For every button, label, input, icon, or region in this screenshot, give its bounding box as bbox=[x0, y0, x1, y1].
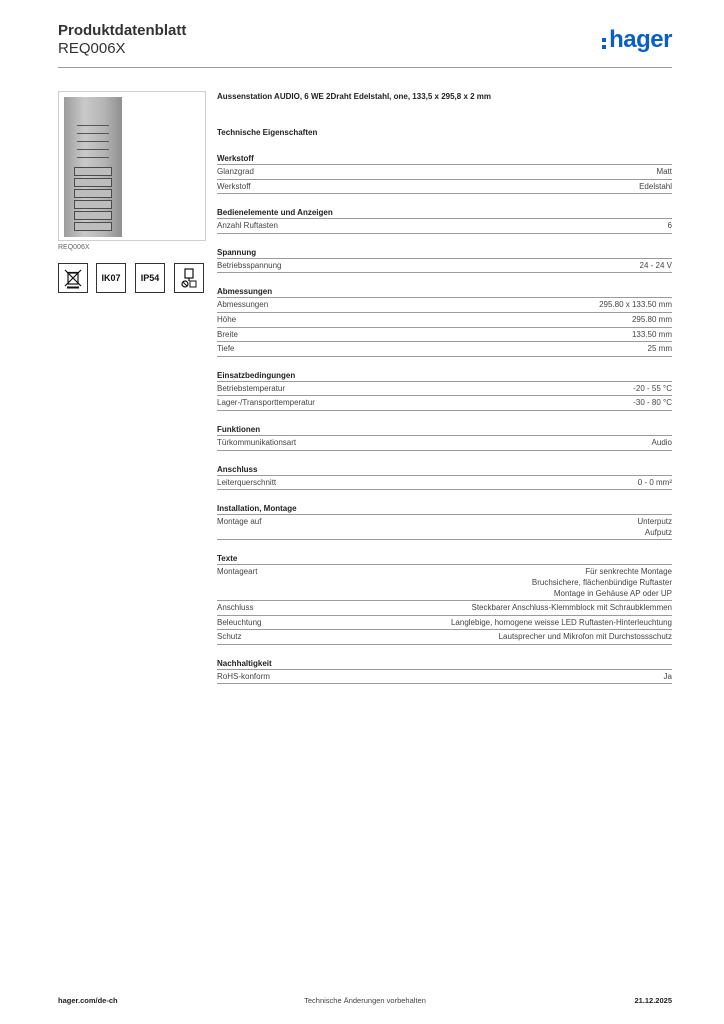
property-value bbox=[632, 315, 672, 326]
property-value-line: Für senkrechte Montage bbox=[585, 567, 672, 577]
property-row bbox=[217, 475, 672, 491]
property-label: Montageart bbox=[217, 567, 258, 577]
property-value bbox=[640, 261, 672, 272]
property-value bbox=[639, 182, 672, 193]
property-section bbox=[217, 504, 672, 540]
property-value bbox=[652, 438, 672, 449]
installation-icon bbox=[174, 263, 204, 293]
section-title: Funktionen bbox=[217, 424, 261, 434]
property-section bbox=[217, 248, 672, 274]
property-value bbox=[648, 344, 672, 355]
property-label: Werkstoff bbox=[217, 181, 251, 191]
property-label: Beleuchtung bbox=[217, 617, 262, 627]
logo-text: hager bbox=[609, 26, 672, 53]
property-row bbox=[217, 327, 672, 342]
property-label: Schutz bbox=[217, 632, 242, 642]
logo-dots-icon bbox=[602, 38, 606, 49]
property-section bbox=[217, 208, 672, 234]
document-title: Produktdatenblatt bbox=[58, 22, 187, 39]
section-title: Abmessungen bbox=[217, 287, 273, 297]
property-label: Glanzgrad bbox=[217, 167, 254, 176]
ip-rating-badge: IP54 bbox=[135, 263, 165, 293]
property-section bbox=[217, 154, 672, 194]
property-row bbox=[217, 312, 672, 327]
property-section bbox=[217, 465, 672, 491]
property-value-line: 24 - 24 V bbox=[639, 260, 672, 270]
properties-sections bbox=[217, 154, 672, 684]
footer-disclaimer: Technische Änderungen vorbehalten bbox=[304, 996, 426, 1005]
property-value bbox=[668, 221, 672, 232]
section-title: Texte bbox=[217, 554, 238, 564]
property-label: Montage auf bbox=[217, 517, 262, 527]
page-header bbox=[58, 22, 672, 68]
property-value bbox=[664, 672, 672, 683]
hager-logo bbox=[602, 26, 672, 54]
property-value-line: Edelstahl bbox=[639, 181, 672, 191]
property-value-line: Montage in Gehäuse AP oder UP bbox=[553, 588, 672, 598]
product-image bbox=[58, 91, 206, 241]
property-row bbox=[217, 615, 672, 630]
property-row bbox=[217, 629, 672, 645]
property-label: Anschluss bbox=[217, 603, 254, 613]
property-label: RoHS-konform bbox=[217, 671, 270, 681]
property-value-line: Bruchsichere, flächenbündige Ruftaster bbox=[531, 577, 672, 587]
ik-rating-badge: IK07 bbox=[96, 263, 126, 293]
property-row bbox=[217, 564, 672, 600]
property-value-line: 0 - 0 mm² bbox=[637, 477, 672, 487]
property-label: Türkommunikationsart bbox=[217, 437, 297, 447]
property-value-line: 25 mm bbox=[647, 344, 672, 354]
property-value-line: 133.50 mm bbox=[631, 329, 672, 339]
section-title: Einsatzbedingungen bbox=[217, 370, 296, 380]
property-row bbox=[217, 669, 672, 685]
property-label: Anzahl Ruftasten bbox=[217, 221, 278, 231]
property-value bbox=[451, 618, 672, 629]
property-section bbox=[217, 659, 672, 685]
property-section bbox=[217, 287, 672, 356]
property-value-line: 6 bbox=[667, 221, 672, 231]
property-section bbox=[217, 371, 672, 411]
property-value bbox=[633, 398, 672, 409]
property-label: Abmessungen bbox=[217, 300, 269, 310]
property-section bbox=[217, 425, 672, 451]
crossed-bin-icon bbox=[58, 263, 88, 293]
product-image-caption: REQ006X bbox=[58, 244, 90, 251]
property-value-line: -20 - 55 °C bbox=[633, 383, 672, 393]
property-value bbox=[638, 478, 672, 489]
property-value-line: Audio bbox=[651, 437, 672, 447]
section-title: Bedienelemente und Anzeigen bbox=[217, 208, 333, 218]
property-label: Betriebstemperatur bbox=[217, 383, 286, 393]
property-label: Betriebsspannung bbox=[217, 260, 282, 270]
property-row bbox=[217, 297, 672, 312]
property-row bbox=[217, 341, 672, 357]
property-value-line: 295.80 x 133.50 mm bbox=[599, 300, 672, 310]
property-value bbox=[637, 517, 672, 538]
property-row bbox=[217, 218, 672, 234]
property-value-line: Steckbarer Anschluss-Klemmblock mit Schraubklemmen bbox=[471, 603, 672, 613]
property-value-line: Aufputz bbox=[644, 527, 672, 537]
property-section bbox=[217, 554, 672, 645]
section-title: Spannung bbox=[217, 247, 257, 257]
property-row bbox=[217, 179, 672, 195]
property-value bbox=[599, 300, 672, 311]
property-value-line: Lautsprecher und Mikrofon mit Durchstossschutz bbox=[498, 632, 672, 642]
property-row bbox=[217, 600, 672, 615]
property-value-line: Unterputz bbox=[637, 517, 672, 527]
property-value bbox=[656, 167, 672, 178]
product-details bbox=[217, 92, 672, 684]
property-value-line: 295.80 mm bbox=[631, 314, 672, 324]
property-row bbox=[217, 435, 672, 451]
property-value-line: Langlebige, homogene weisse LED Ruftasten-Hinterleuchtung bbox=[450, 617, 672, 627]
property-row bbox=[217, 514, 672, 540]
property-label: Tiefe bbox=[217, 344, 235, 354]
property-label: Leiterquerschnitt bbox=[217, 477, 277, 487]
section-title: Installation, Montage bbox=[217, 504, 297, 514]
property-value-line: Ja bbox=[663, 671, 672, 681]
footer-website-link[interactable]: hager.com/de-ch bbox=[58, 996, 118, 1005]
property-value bbox=[632, 330, 672, 341]
property-row bbox=[217, 258, 672, 274]
product-description: Aussenstation AUDIO, 6 WE 2Draht Edelstahl, one, 133,5 x 295,8 x 2 mm bbox=[217, 92, 492, 101]
section-title: Nachhaltigkeit bbox=[217, 658, 272, 668]
property-label: Breite bbox=[217, 329, 238, 339]
section-title: Anschluss bbox=[217, 464, 258, 474]
property-value-line: Matt bbox=[656, 167, 672, 176]
property-value bbox=[499, 632, 672, 643]
page-footer bbox=[58, 996, 672, 1010]
door-station-panel-image bbox=[64, 97, 122, 237]
footer-date: 21.12.2025 bbox=[634, 996, 672, 1005]
property-value-line: -30 - 80 °C bbox=[633, 398, 672, 408]
property-value bbox=[471, 603, 672, 614]
property-label: Höhe bbox=[217, 314, 237, 324]
property-row bbox=[217, 395, 672, 411]
certification-badges bbox=[58, 263, 208, 297]
properties-heading: Technische Eigenschaften bbox=[217, 128, 318, 137]
property-value bbox=[532, 567, 672, 599]
property-row bbox=[217, 381, 672, 396]
property-label: Lager-/Transporttemperatur bbox=[217, 398, 315, 408]
document-subtitle: REQ006X bbox=[58, 40, 126, 57]
property-row bbox=[217, 164, 672, 179]
property-value bbox=[633, 384, 672, 395]
section-title: Werkstoff bbox=[217, 154, 254, 163]
